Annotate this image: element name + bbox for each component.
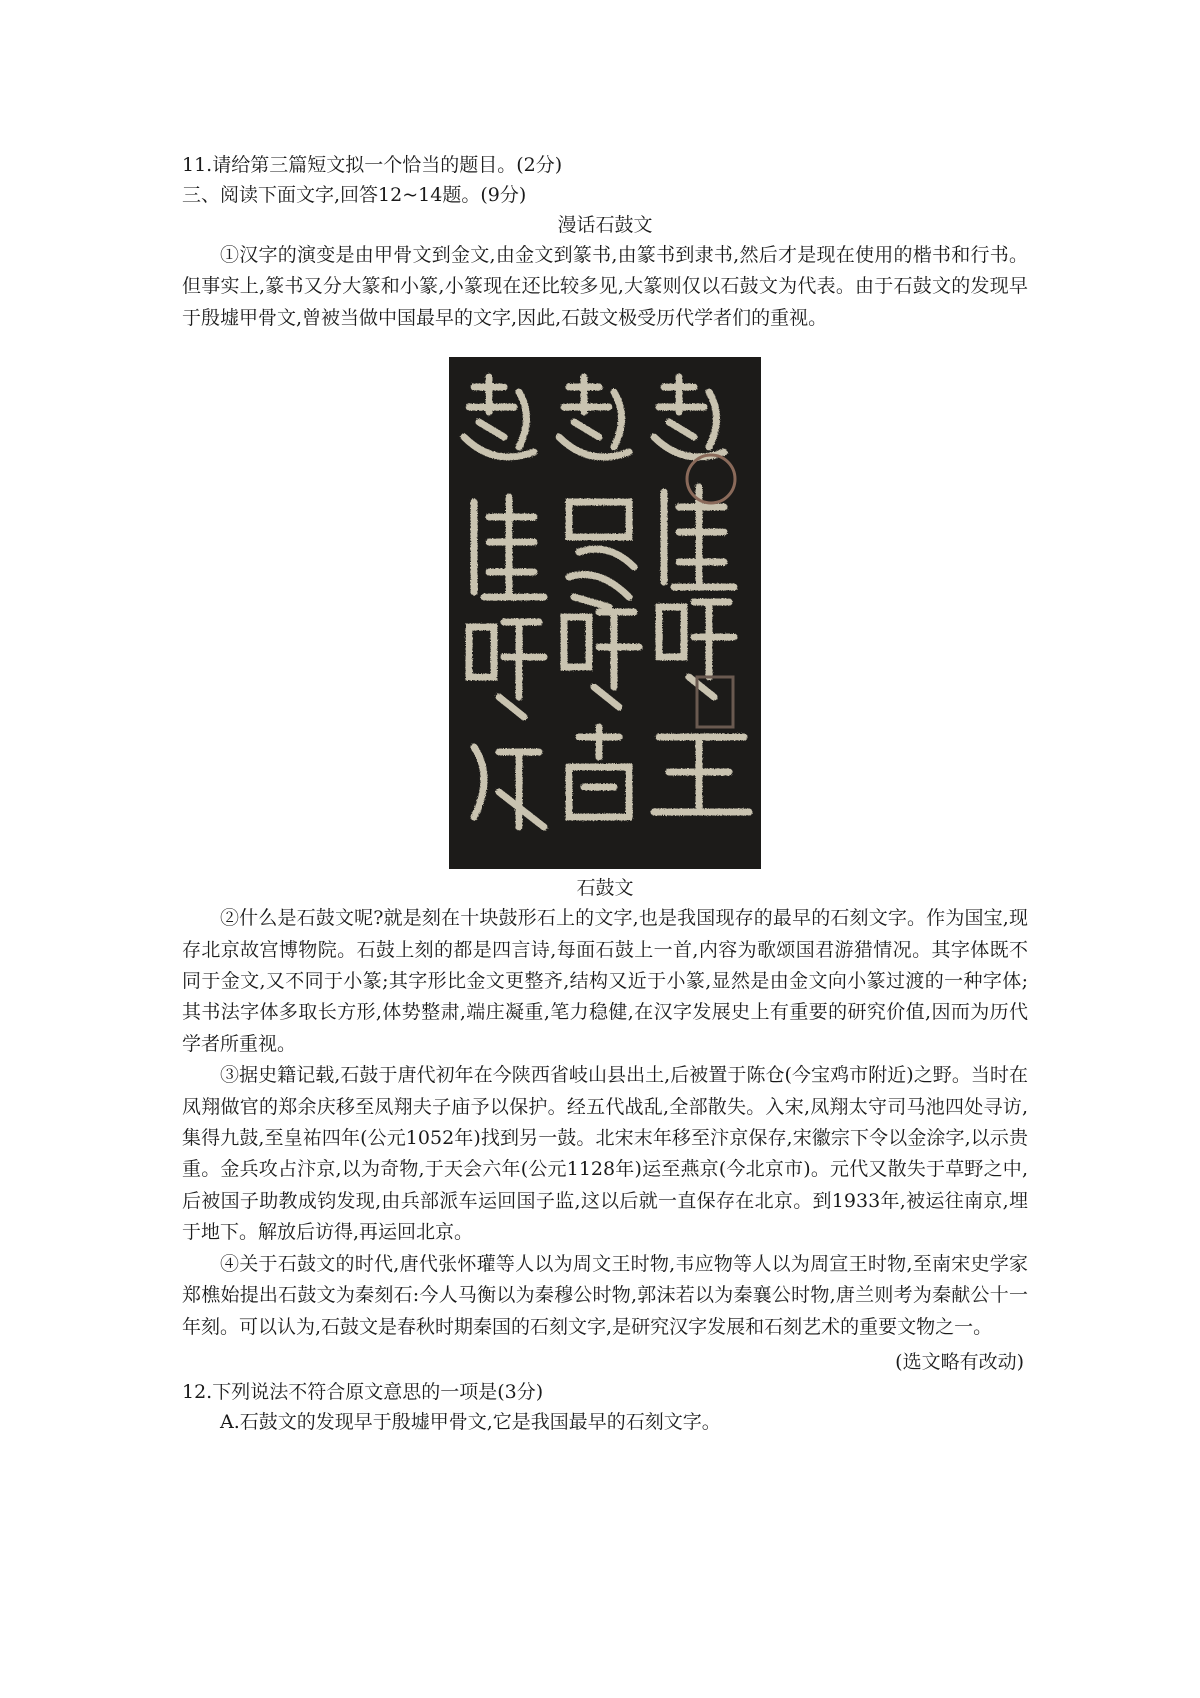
question-11: 11.请给第三篇短文拟一个恰当的题目。(2分): [182, 154, 563, 176]
paragraph-2: ②什么是石鼓文呢?就是刻在十块鼓形石上的文字,也是我国现存的最早的石刻文字。作为国宝,现存北京故宫博物院。石鼓上刻的都是四言诗,每面石鼓上一首,内容为歌颂国君游猎情况。其字体既不同于金文,又不同于小篆;其字形比金文更整齐,结构又近于小篆,显然是由金文向小篆过渡的一种字体;其书法字体多取长方形,体势整肃,端庄凝重,笔力稳健,在汉字发展史上有重要的研究价值,因而为历代学者所重视。: [182, 907, 1028, 1055]
article-title: 漫话石鼓文: [557, 214, 653, 236]
paragraph-1: ①汉字的演变是由甲骨文到金文,由金文到篆书,由篆书到隶书,然后才是现在使用的楷书和行书。但事实上,篆书又分大篆和小篆,小篆现在还比较多见,大篆则仅以石鼓文为代表。由于石鼓文的发现早于殷墟甲骨文,曾被当做中国最早的文字,因此,石鼓文极受历代学者们的重视。: [182, 244, 1028, 329]
paragraph-3: ③据史籍记载,石鼓于唐代初年在今陕西省岐山县出土,后被置于陈仓(今宝鸡市附近)之野。当时在凤翔做官的郑余庆移至凤翔夫子庙予以保护。经五代战乱,全部散失。入宋,凤翔太守司马池四处寻访,集得九鼓,至皇祐四年(公元1052年)找到另一鼓。北宋末年移至汴京保存,宋徽宗下令以金涂字,以示贵重。金兵攻占汴京,以为奇物,于天会六年(公元1128年)运至燕京(今北京市)。元代又散失于草野之中,后被国子助教成钧发现,由兵部派车运回国子监,这以后就一直保存在北京。到1933年,被运往南京,埋于地下。解放后访得,再运回北京。: [182, 1064, 1028, 1244]
question-12-option-a: A.石鼓文的发现早于殷墟甲骨文,它是我国最早的石刻文字。: [220, 1410, 721, 1433]
rubbing-illustration: [449, 357, 761, 869]
question-12: 12.下列说法不符合原文意思的一项是(3分): [182, 1380, 544, 1403]
figure-caption: 石鼓文: [576, 877, 634, 900]
exam-page: [182, 150, 1028, 1437]
paragraph-4: ④关于石鼓文的时代,唐代张怀瓘等人以为周文王时物,韦应物等人以为周宣王时物,至南宋史学家郑樵始提出石鼓文为秦刻石:今人马衡以为秦穆公时物,郭沫若以为秦襄公时物,唐兰则考为秦献公十一年刻。可以认为,石鼓文是春秋时期秦国的石刻文字,是研究汉字发展和石刻艺术的重要文物之一。: [182, 1252, 1028, 1338]
source-note: (选文略有改动): [895, 1350, 1024, 1373]
section-heading: 三、阅读下面文字,回答12~14题。(9分): [182, 184, 527, 206]
stone-drum-rubbing-image: [449, 357, 761, 869]
